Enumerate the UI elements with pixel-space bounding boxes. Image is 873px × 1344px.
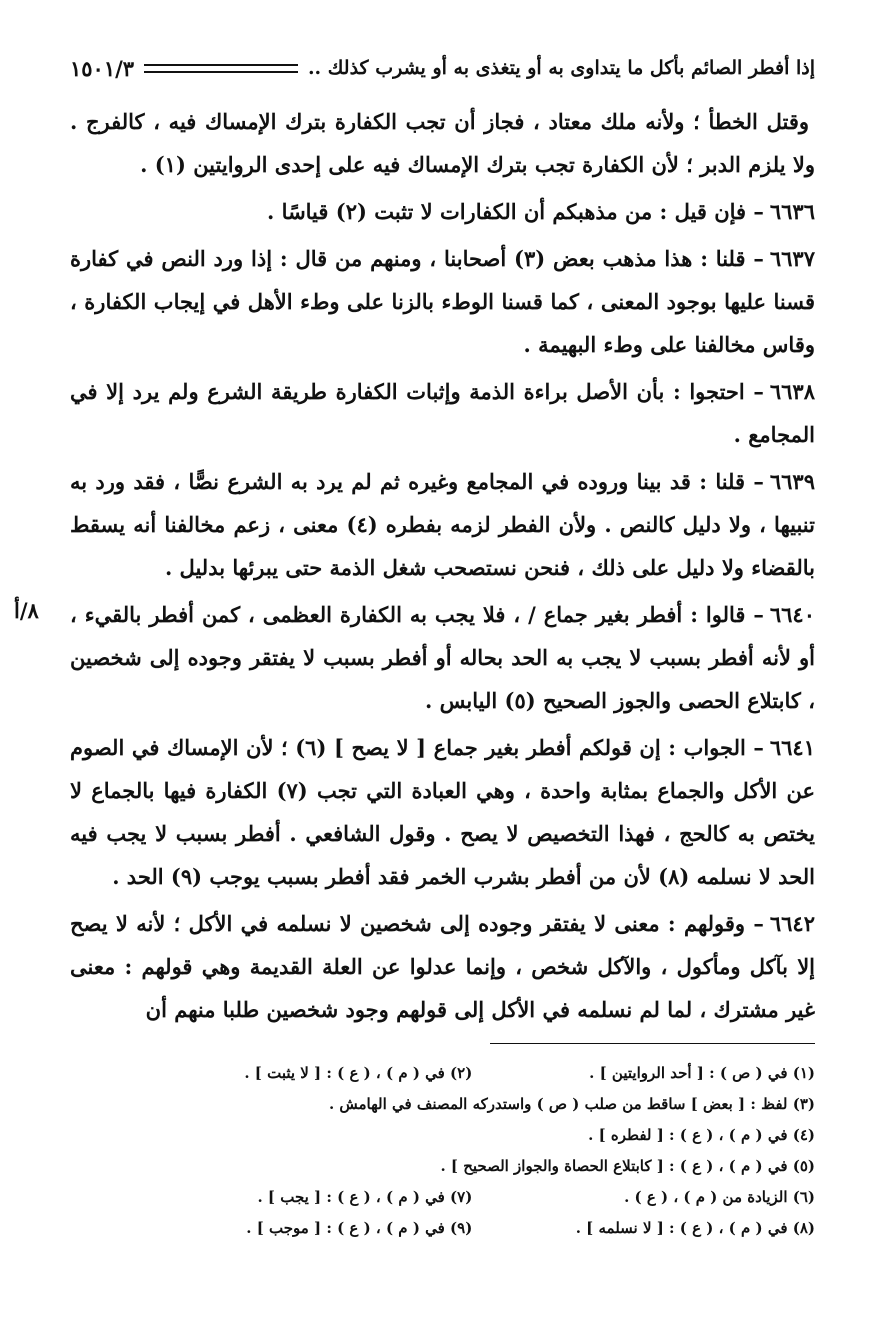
running-header (70, 50, 815, 86)
main-text (70, 100, 815, 1035)
paragraph-text: وقتل الخطأ ؛ ولأنه ملك معتاد ، فجاز أن تجب الكفارة بترك الإمساك فيه ، كالفرج . ولا يلزم الدبر ؛ لأن الكفارة تجب بترك الإمساك فيه على إحدى الروايتين (١) . (70, 109, 815, 177)
footnote: (٥) في ( م ) ، ( ع ) : [ كابتلاع الحصاة والجواز الصحيح ] . (440, 1157, 815, 1175)
footnote-row (70, 1120, 815, 1151)
footnotes (70, 1058, 815, 1244)
footnote-row (70, 1213, 815, 1244)
footnote: (٣) لفظ : [ بعض ] ساقط من صلب ( ص ) واستدركه المصنف في الهامش . (328, 1095, 815, 1113)
paragraph (70, 237, 815, 366)
paragraph (70, 460, 815, 589)
footnote: (٦) الزيادة من ( م ) ، ( ع ) . (624, 1188, 815, 1206)
footnote: (٤) في ( م ) ، ( ع ) : [ لفطره ] . (588, 1126, 815, 1144)
footnote: (٧) في ( م ) ، ( ع ) : [ يجب ] . (257, 1188, 473, 1206)
paragraph-text: – وقولهم : معنى لا يفتقر وجوده إلى شخصين لا نسلمه في الأكل ؛ لأنه لا يصح إلا بآكل ومأكول ، والآكل شخص ، وإنما عدلوا عن العلة القديمة وهي قولهم : معنى غير مشترك ، لما لم نسلمه في الأكل إلى قولهم وجود شخصين طلبا منهم أن (70, 911, 815, 1022)
paragraph-number: ٦٦٣٩ (769, 469, 815, 494)
paragraph-number: ٦٦٤٠ (769, 602, 815, 627)
header-rule (144, 64, 298, 73)
page-number: ١٥٠١/٣ (70, 55, 135, 81)
paragraph (70, 593, 815, 722)
paragraph (70, 902, 815, 1031)
paragraph-number: ٦٦٣٦ (769, 199, 815, 224)
footnote: (٩) في ( م ) ، ( ع ) : [ موجب ] . (246, 1219, 473, 1237)
paragraph-text: – فإن قيل : من مذهبكم أن الكفارات لا تثبت (٢) قياسًا . (267, 199, 764, 224)
paragraph-number: ٦٦٤٢ (769, 911, 815, 936)
footnote: (١) في ( ص ) : [ أحد الروايتين ] . (589, 1064, 815, 1082)
paragraph (70, 726, 815, 898)
footnote: (٢) في ( م ) ، ( ع ) : [ لا يثبت ] . (244, 1064, 473, 1082)
folio-marker: ٨/أ (14, 598, 39, 623)
paragraph-number: ٦٦٣٨ (769, 379, 815, 404)
footnote: (٨) في ( م ) ، ( ع ) : [ لا نسلمه ] . (575, 1219, 815, 1237)
paragraph-text: – قلنا : قد بينا وروده في المجامع وغيره ثم لم يرد به الشرع نصًّا ، فقد ورد به تنبيها ، ولا دليل كالنص . ولأن الفطر لزمه بفطره (٤) معنى ، زعم مخالفنا أنه يسقط بالقضاء ولا دليل على ذلك ، فنحن نستصحب شغل الذمة حتى يبرئها بدليل . (70, 469, 815, 580)
paragraph-number: ٦٦٤١ (769, 735, 815, 760)
running-title: إذا أفطر الصائم بأكل ما يتداوى به أو يتغذى به أو يشرب كذلك .. (307, 57, 815, 79)
paragraph-text: – قلنا : هذا مذهب بعض (٣) أصحابنا ، ومنهم من قال : إذا ورد النص في كفارة قسنا عليها بوجود المعنى ، كما قسنا الوطء بالزنا على وطء الأهل في إيجاب الكفارة ، وقاس مخالفنا على وطء البهيمة . (70, 246, 815, 357)
footnote-row (70, 1182, 815, 1213)
footnote-separator (490, 1043, 815, 1044)
footnote-row (70, 1151, 815, 1182)
paragraph-text: – احتجوا : بأن الأصل براءة الذمة وإثبات الكفارة طريقة الشرع ولم يرد إلا في المجامع . (70, 379, 815, 447)
paragraph-text: – الجواب : إن قولكم أفطر بغير جماع [ لا يصح ] (٦) ؛ لأن الإمساك في الصوم عن الأكل والجماع بمثابة واحدة ، وهي العبادة التي تجب (٧) الكفارة فيها بالجماع لا يختص به كالحج ، فهذا التخصيص لا يصح . وقول الشافعي . أفطر بسبب لا يجب فيه الحد لا نسلمه (٨) لأن من أفطر بشرب الخمر فقد أفطر بسبب يوجب (٩) الحد . (70, 735, 816, 889)
paragraph (70, 370, 815, 456)
paragraph-number: ٦٦٣٧ (769, 246, 815, 271)
footnote-row (70, 1058, 815, 1089)
paragraph (70, 100, 815, 186)
paragraph (70, 190, 815, 233)
paragraph-text: – قالوا : أفطر بغير جماع / ، فلا يجب به الكفارة العظمى ، كمن أفطر بالقيء ، أو لأنه أفطر بسبب لا يجب به الحد بحاله أو أفطر بسبب لا يفتقر وجوده إلى شخصين ، كابتلاع الحصى والجوز الصحيح (٥) اليابس . (70, 602, 815, 713)
footnote-row (70, 1089, 815, 1120)
